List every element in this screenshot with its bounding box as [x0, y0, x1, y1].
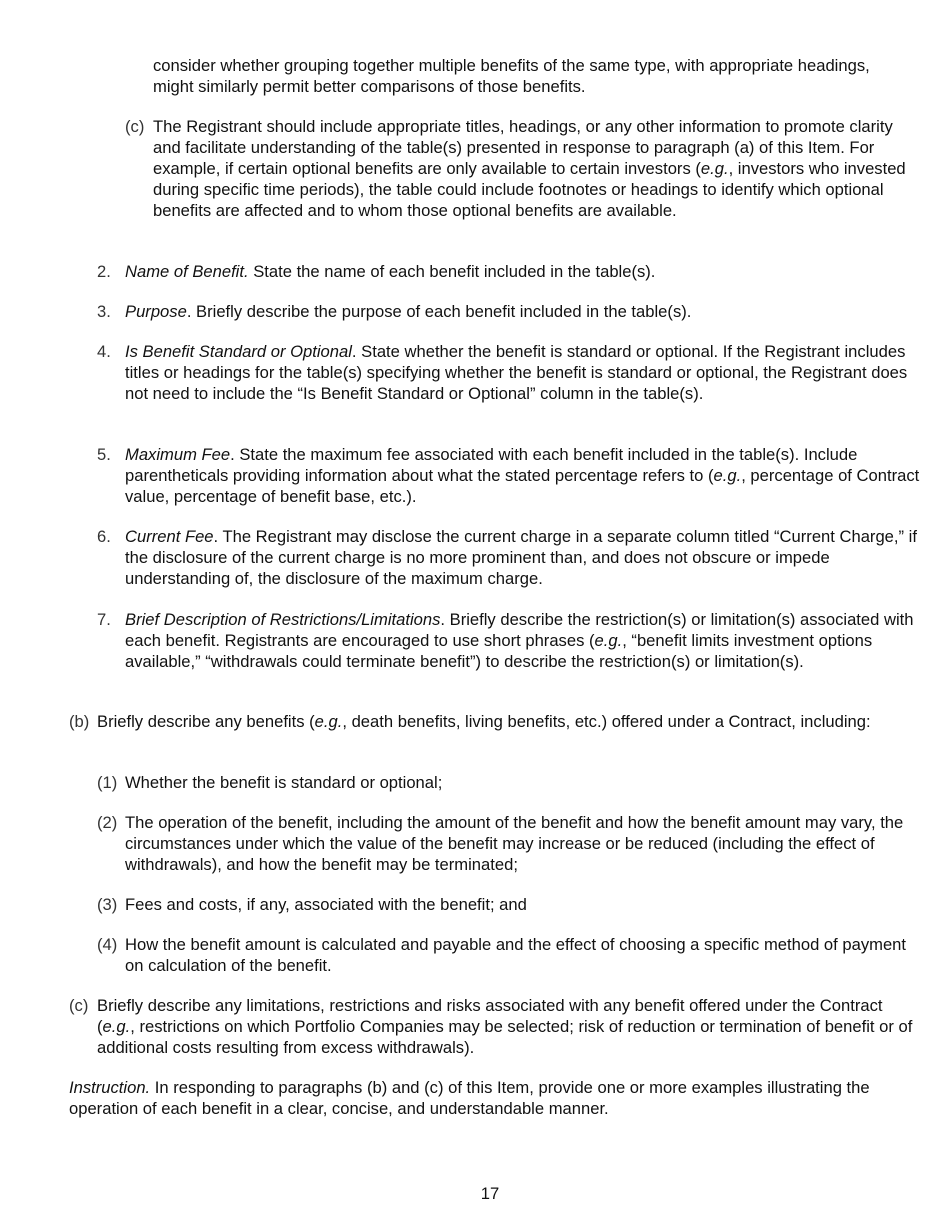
item-5-number: 5. [97, 445, 111, 464]
sub-item-4-number: (4) [97, 935, 118, 954]
instruction-label: Instruction. [69, 1078, 151, 1097]
numbered-item-7 [97, 609, 925, 672]
numbered-item-6 [97, 526, 925, 589]
item-4-text [125, 341, 925, 404]
item-7-number: 7. [97, 610, 111, 629]
paragraph-c-text-part-2: , restrictions on which Portfolio Companies may be selected; risk of reduction or termination of benefit or of additional costs resulting from excess withdrawals). [97, 1017, 913, 1057]
paragraph-b-label: (b) [69, 712, 90, 731]
item-2-number: 2. [97, 262, 111, 281]
sub-item-1 [97, 772, 925, 793]
item-7-eg: e.g. [594, 631, 623, 650]
item-6-body: . The Registrant may disclose the current charge in a separate column titled “Current Charge,” if the disclosure of the current charge is no more prominent than, and does not obscure or impede understanding of, the disclosure of the maximum charge. [125, 527, 917, 588]
item-7-text [125, 609, 925, 672]
sub-item-c-text-part-2: , investors who invested during specific time periods), the table could include footnotes or headings to identify which optional benefits are affected and to whom those optional benefits are available. [153, 159, 906, 220]
paragraph-c-label: (c) [69, 996, 89, 1015]
sub-item-2 [97, 812, 925, 875]
paragraph-b-eg: e.g. [314, 712, 343, 731]
item-6-title: Current Fee [125, 527, 214, 546]
paragraph-b-text-part-2: , death benefits, living benefits, etc.) offered under a Contract, including: [342, 712, 871, 731]
sub-item-2-number: (2) [97, 813, 118, 832]
item-5-body-part-2: , percentage of Contract value, percentage of benefit base, etc.). [125, 466, 920, 506]
item-2-text [125, 261, 925, 282]
item-4-title: Is Benefit Standard or Optional [125, 342, 352, 361]
sub-item-3-text: Fees and costs, if any, associated with the benefit; and [125, 895, 527, 914]
numbered-item-5 [97, 444, 925, 507]
sub-item-2-text: The operation of the benefit, including the amount of the benefit and how the benefit amount may vary, the circumstances under which the value of the benefit may increase or be reduced (including the effect of withdrawals), and how the benefit may be terminated; [125, 813, 904, 874]
instruction-paragraph [69, 1077, 894, 1119]
sub-item-c-eg: e.g. [700, 159, 729, 178]
instruction-body: In responding to paragraphs (b) and (c) of this Item, provide one or more examples illustrating the operation of each benefit in a clear, concise, and understandable manner. [69, 1078, 870, 1118]
paragraph-b [69, 711, 922, 732]
continued-text: consider whether grouping together multiple benefits of the same type, with appropriate headings, might similarly permit better comparisons of those benefits. [153, 56, 870, 96]
sub-item-c-text [153, 116, 923, 221]
sub-item-1-text: Whether the benefit is standard or optional; [125, 773, 443, 792]
item-4-number: 4. [97, 342, 111, 361]
numbered-item-3 [97, 301, 925, 322]
page-number: 17 [480, 1184, 500, 1203]
item-6-text [125, 526, 925, 589]
item-3-text [125, 301, 925, 322]
sub-item-3 [97, 894, 925, 915]
item-2-body: State the name of each benefit included in the table(s). [248, 262, 656, 281]
paragraph-c [69, 995, 922, 1058]
item-5-title: Maximum Fee [125, 445, 231, 464]
numbered-item-4 [97, 341, 925, 404]
instruction-text [69, 1077, 894, 1119]
item-4-body: . State whether the benefit is standard or optional. If the Registrant includes titles or headings for the table(s) specifying whether the benefit is standard or optional, the Registrant does not need to include the “Is Benefit Standard or Optional” column in the table(s). [125, 342, 908, 403]
sub-item-4 [97, 934, 925, 976]
sub-item-3-number: (3) [97, 895, 118, 914]
paragraph-c-text-part-1: Briefly describe any limitations, restrictions and risks associated with any benefit offered under the Contract ( [97, 996, 883, 1036]
paragraph-c-eg: e.g. [102, 1017, 131, 1036]
sub-item-c [125, 116, 923, 221]
continued-paragraph [153, 55, 913, 97]
numbered-item-2 [97, 261, 925, 282]
sub-item-c-text-part-1: The Registrant should include appropriate titles, headings, or any other information to promote clarity and facilitate understanding of the table(s) presented in response to paragraph (a) of this Item. For example, if certain optional benefits are only available to certain investors ( [153, 117, 893, 178]
sub-item-c-label: (c) [125, 117, 145, 136]
item-3-body: . Briefly describe the purpose of each benefit included in the table(s). [186, 302, 692, 321]
item-5-text [125, 444, 925, 507]
sub-item-4-text: How the benefit amount is calculated and payable and the effect of choosing a specific method of payment on calculation of the benefit. [125, 935, 907, 975]
paragraph-b-text-part-1: Briefly describe any benefits ( [97, 712, 315, 731]
sub-item-1-number: (1) [97, 773, 118, 792]
item-7-body-part-1: . Briefly describe the restriction(s) or limitation(s) associated with each benefit. Registrants are encouraged to use short phrases ( [125, 610, 914, 650]
paragraph-c-text [97, 995, 922, 1058]
item-2-title: Name of Benefit. [125, 262, 249, 281]
item-7-title: Brief Description of Restrictions/Limitations [125, 610, 441, 629]
paragraph-b-text [97, 711, 922, 732]
item-7-body-part-2: , “benefit limits investment options available,” “withdrawals could terminate benefit”) to describe the restriction(s) or limitation(s). [125, 631, 873, 671]
item-6-number: 6. [97, 527, 111, 546]
item-3-title: Purpose [125, 302, 187, 321]
item-3-number: 3. [97, 302, 111, 321]
item-5-body-part-1: . State the maximum fee associated with each benefit included in the table(s). Include parentheticals providing information about what the stated percentage refers to ( [125, 445, 858, 485]
item-5-eg: e.g. [713, 466, 742, 485]
